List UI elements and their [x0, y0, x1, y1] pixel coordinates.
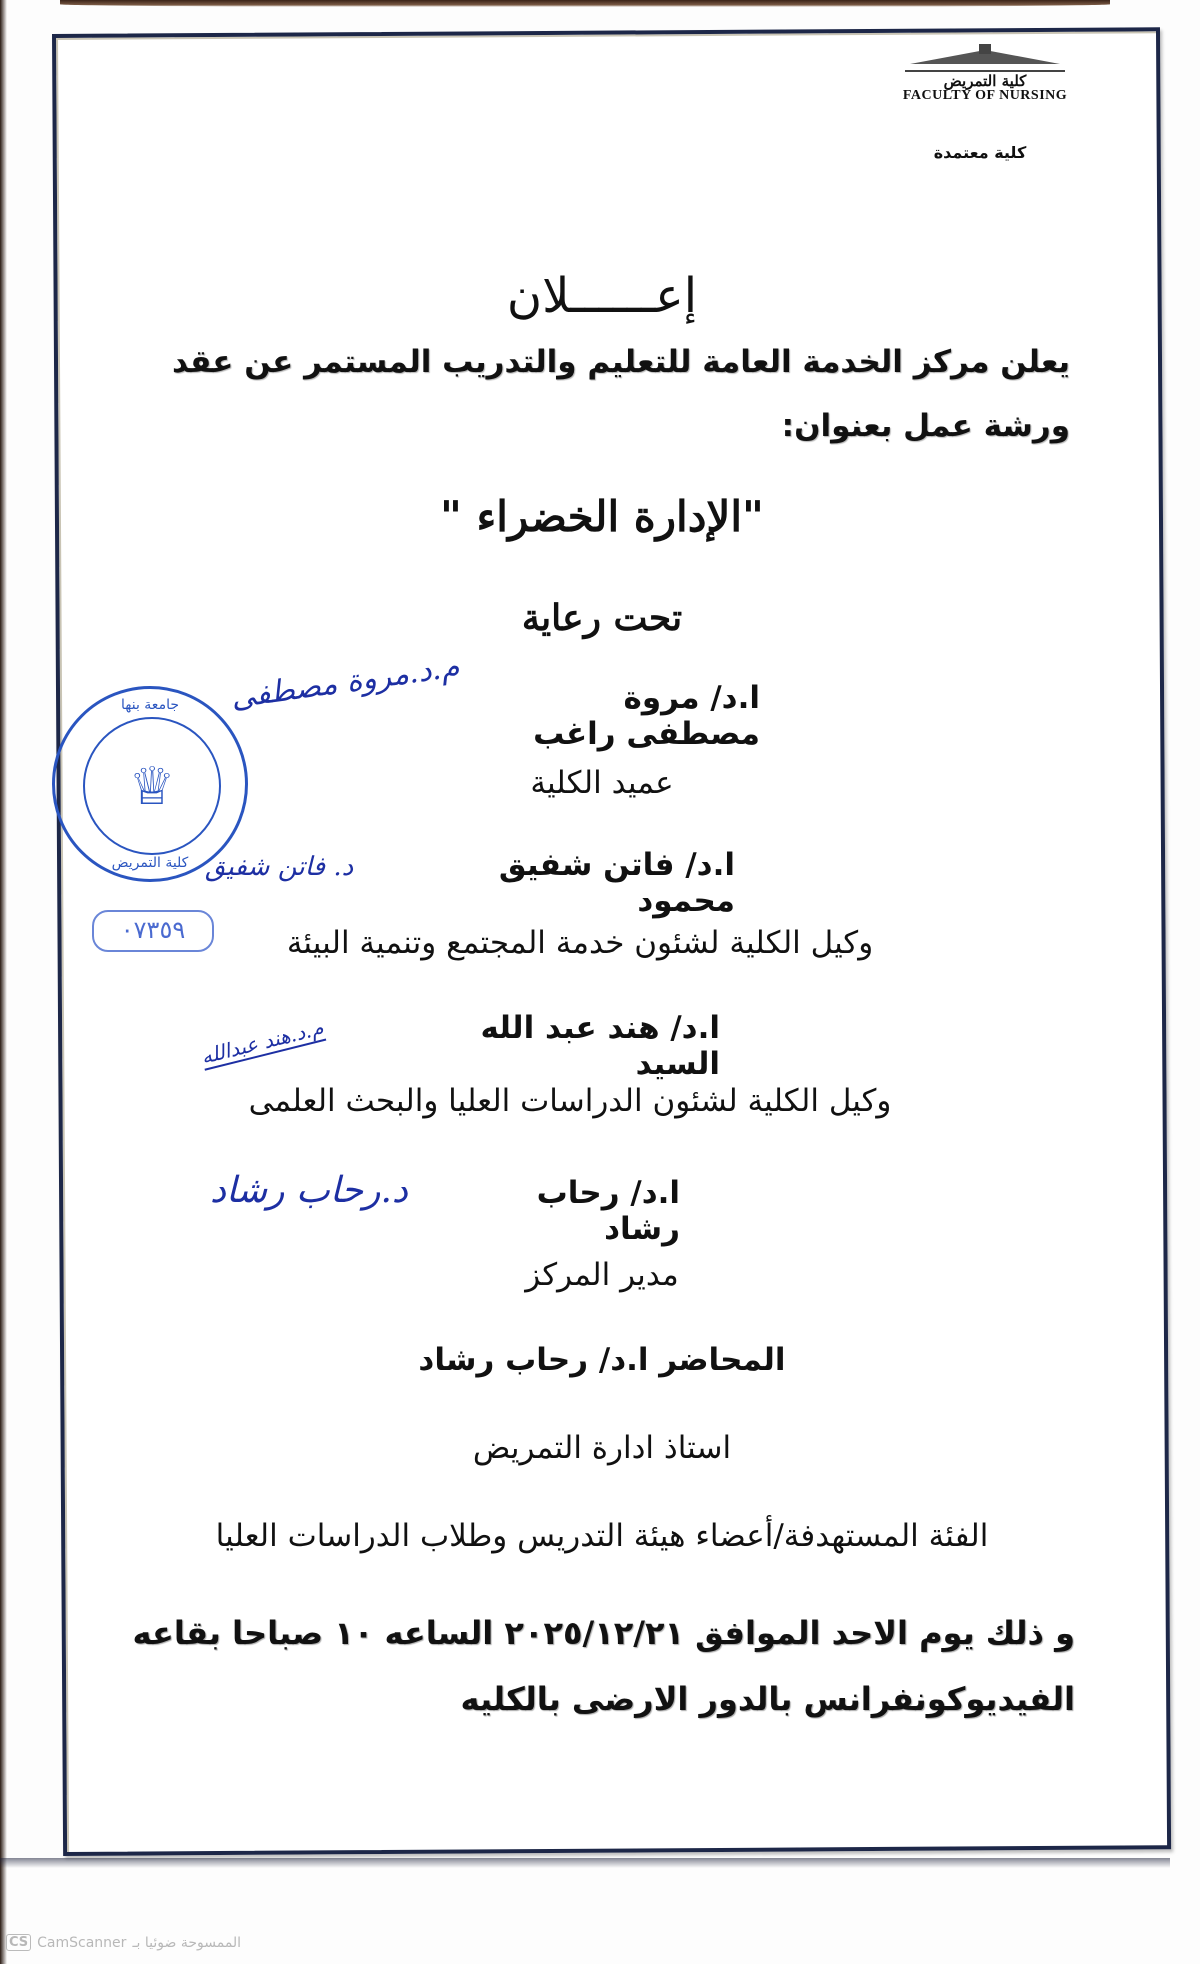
scan-edge-shadow	[0, 0, 7, 1964]
workshop-title: "الإدارة الخضراء "	[440, 492, 764, 541]
patron-role: وكيل الكلية لشئون الدراسات العليا والبحث العلمى	[248, 1083, 892, 1119]
camscanner-watermark	[6, 1934, 241, 1951]
patronage-label: تحت رعاية	[521, 597, 683, 639]
building-icon	[910, 44, 1060, 68]
patron-role: مدير المركز	[525, 1257, 679, 1293]
signature: م.د.مروة مصطفى	[228, 649, 462, 716]
signature: م.د.هند عبدالله	[198, 1015, 326, 1069]
watermark-ar-text: الممسوحة ضوئيا بـ	[132, 1934, 242, 1951]
stamp-bottom-text: كلية التمريض	[111, 855, 189, 871]
faculty-logo	[890, 44, 1080, 118]
patron-name: ا.د/ هند عبد الله السيد	[480, 1010, 720, 1082]
university-stamp	[52, 686, 248, 882]
lecturer-name: المحاضر ا.د/ رحاب رشاد	[418, 1342, 786, 1378]
patron-role: عميد الكلية	[530, 765, 674, 801]
logo-arabic-text: كلية التمريض	[943, 72, 1027, 90]
patron-role: وكيل الكلية لشئون خدمة المجتمع وتنمية البيئة	[286, 925, 874, 961]
scan-top-edge	[60, 0, 1110, 7]
patron-name: ا.د/ مروة مصطفى راغب	[533, 680, 760, 752]
logo-english-text: FACULTY OF NURSING	[902, 88, 1068, 103]
announcement-intro: يعلن مركز الخدمة العامة للتعليم والتدريب المستمر عن عقد ورشة عمل بعنوان:	[172, 344, 1070, 444]
signature: د. فاتن شفيق	[205, 852, 354, 882]
stamp-number: ٠٧٣٥٩	[92, 910, 214, 952]
patron-name: ا.د/ رحاب رشاد	[536, 1175, 680, 1247]
eagle-emblem-icon: ♕	[128, 757, 176, 817]
frame-bottom-shadow	[0, 1858, 1170, 1868]
lecturer-title: استاذ ادارة التمريض	[472, 1430, 732, 1466]
stamp-top-text: جامعة بنها	[121, 697, 179, 713]
stamp-inner-ring	[83, 717, 221, 855]
signature: د.رحاب رشاد	[210, 1170, 408, 1211]
announcement-heading: إعــــــلان	[506, 268, 698, 324]
accredited-label: كلية معتمدة	[933, 143, 1027, 162]
target-group: الفئة المستهدفة/أعضاء هيئة التدريس وطلاب الدراسات العليا	[215, 1518, 989, 1554]
schedule-line-2: الفيديوكونفرانس بالدور الارضى بالكليه	[460, 1680, 1075, 1718]
camscanner-logo-icon: CS	[6, 1934, 31, 1951]
schedule-line-1: و ذلك يوم الاحد الموافق ٢٠٢٥/١٢/٢١ الساعه ١٠ صباحا بقاعه	[132, 1614, 1075, 1652]
watermark-text: CamScanner	[37, 1934, 127, 1951]
patron-name: ا.د/ فاتن شفيق محمود	[498, 847, 735, 919]
